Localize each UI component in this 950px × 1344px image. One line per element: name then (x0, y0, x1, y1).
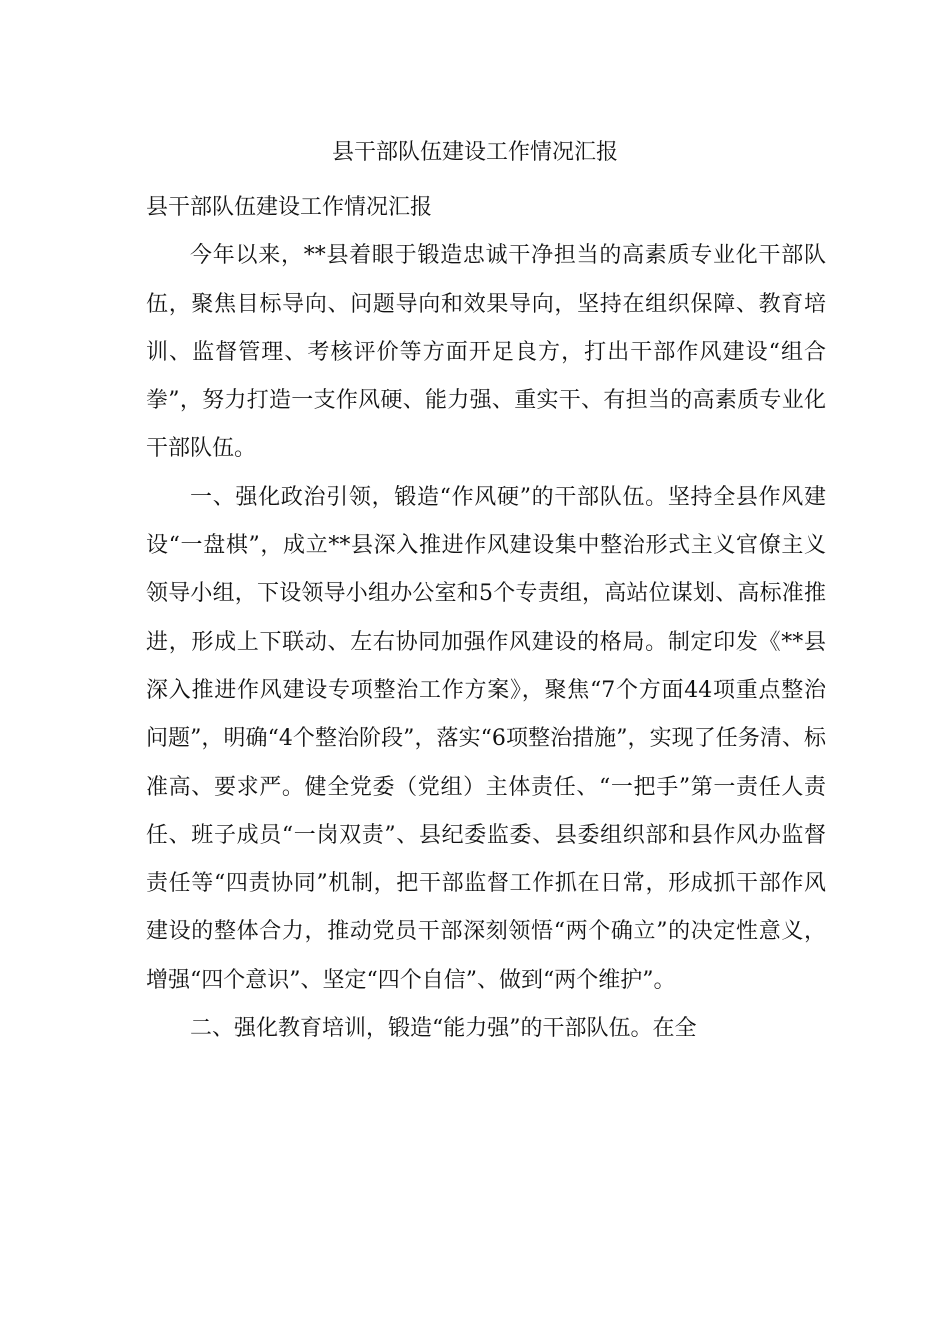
paragraph-intro: 今年以来，**县着眼于锻造忠诚干净担当的高素质专业化干部队伍，聚焦目标导向、问题导向和效果导向，坚持在组织保障、教育培训、监督管理、考核评价等方面开足良方，打出干部作风建设“组合拳”，努力打造一支作风硬、能力强、重实干、有担当的高素质专业化干部队伍。 (146, 243, 826, 462)
paragraph-section-one: 一、强化政治引领，锻造“作风硬”的干部队伍。坚持全县作风建设“一盘棋”，成立**县深入推进作风建设集中整治形式主义官僚主义领导小组，下设领导小组办公室和5个专责组，高站位谋划、高标准推进，形成上下联动、左右协同加强作风建设的格局。制定印发《**县深入推进作风建设专项整治工作方案》，聚焦“7个方面44项重点整治问题”，明确“4个整治阶段”，落实“6项整治措施”，实现了任务清、标准高、要求严。健全党委（党组）主体责任、“一把手”第一责任人责任、班子成员“一岗双责”、县纪委监委、县委组织部和县作风办监督责任等“四责协同”机制，把干部监督工作抓在日常，形成抓干部作风建设的整体合力，推动党员干部深刻领悟“两个确立”的决定性意义，增强“四个意识”、坚定“四个自信”、做到“两个维护”。 (146, 484, 826, 993)
document-title: 县干部队伍建设工作情况汇报 (331, 140, 618, 165)
document-body (146, 184, 826, 1053)
paragraph-section-two: 二、强化教育培训，锻造“能力强”的干部队伍。在全 (190, 1016, 697, 1042)
document-subtitle: 县干部队伍建设工作情况汇报 (146, 195, 433, 220)
